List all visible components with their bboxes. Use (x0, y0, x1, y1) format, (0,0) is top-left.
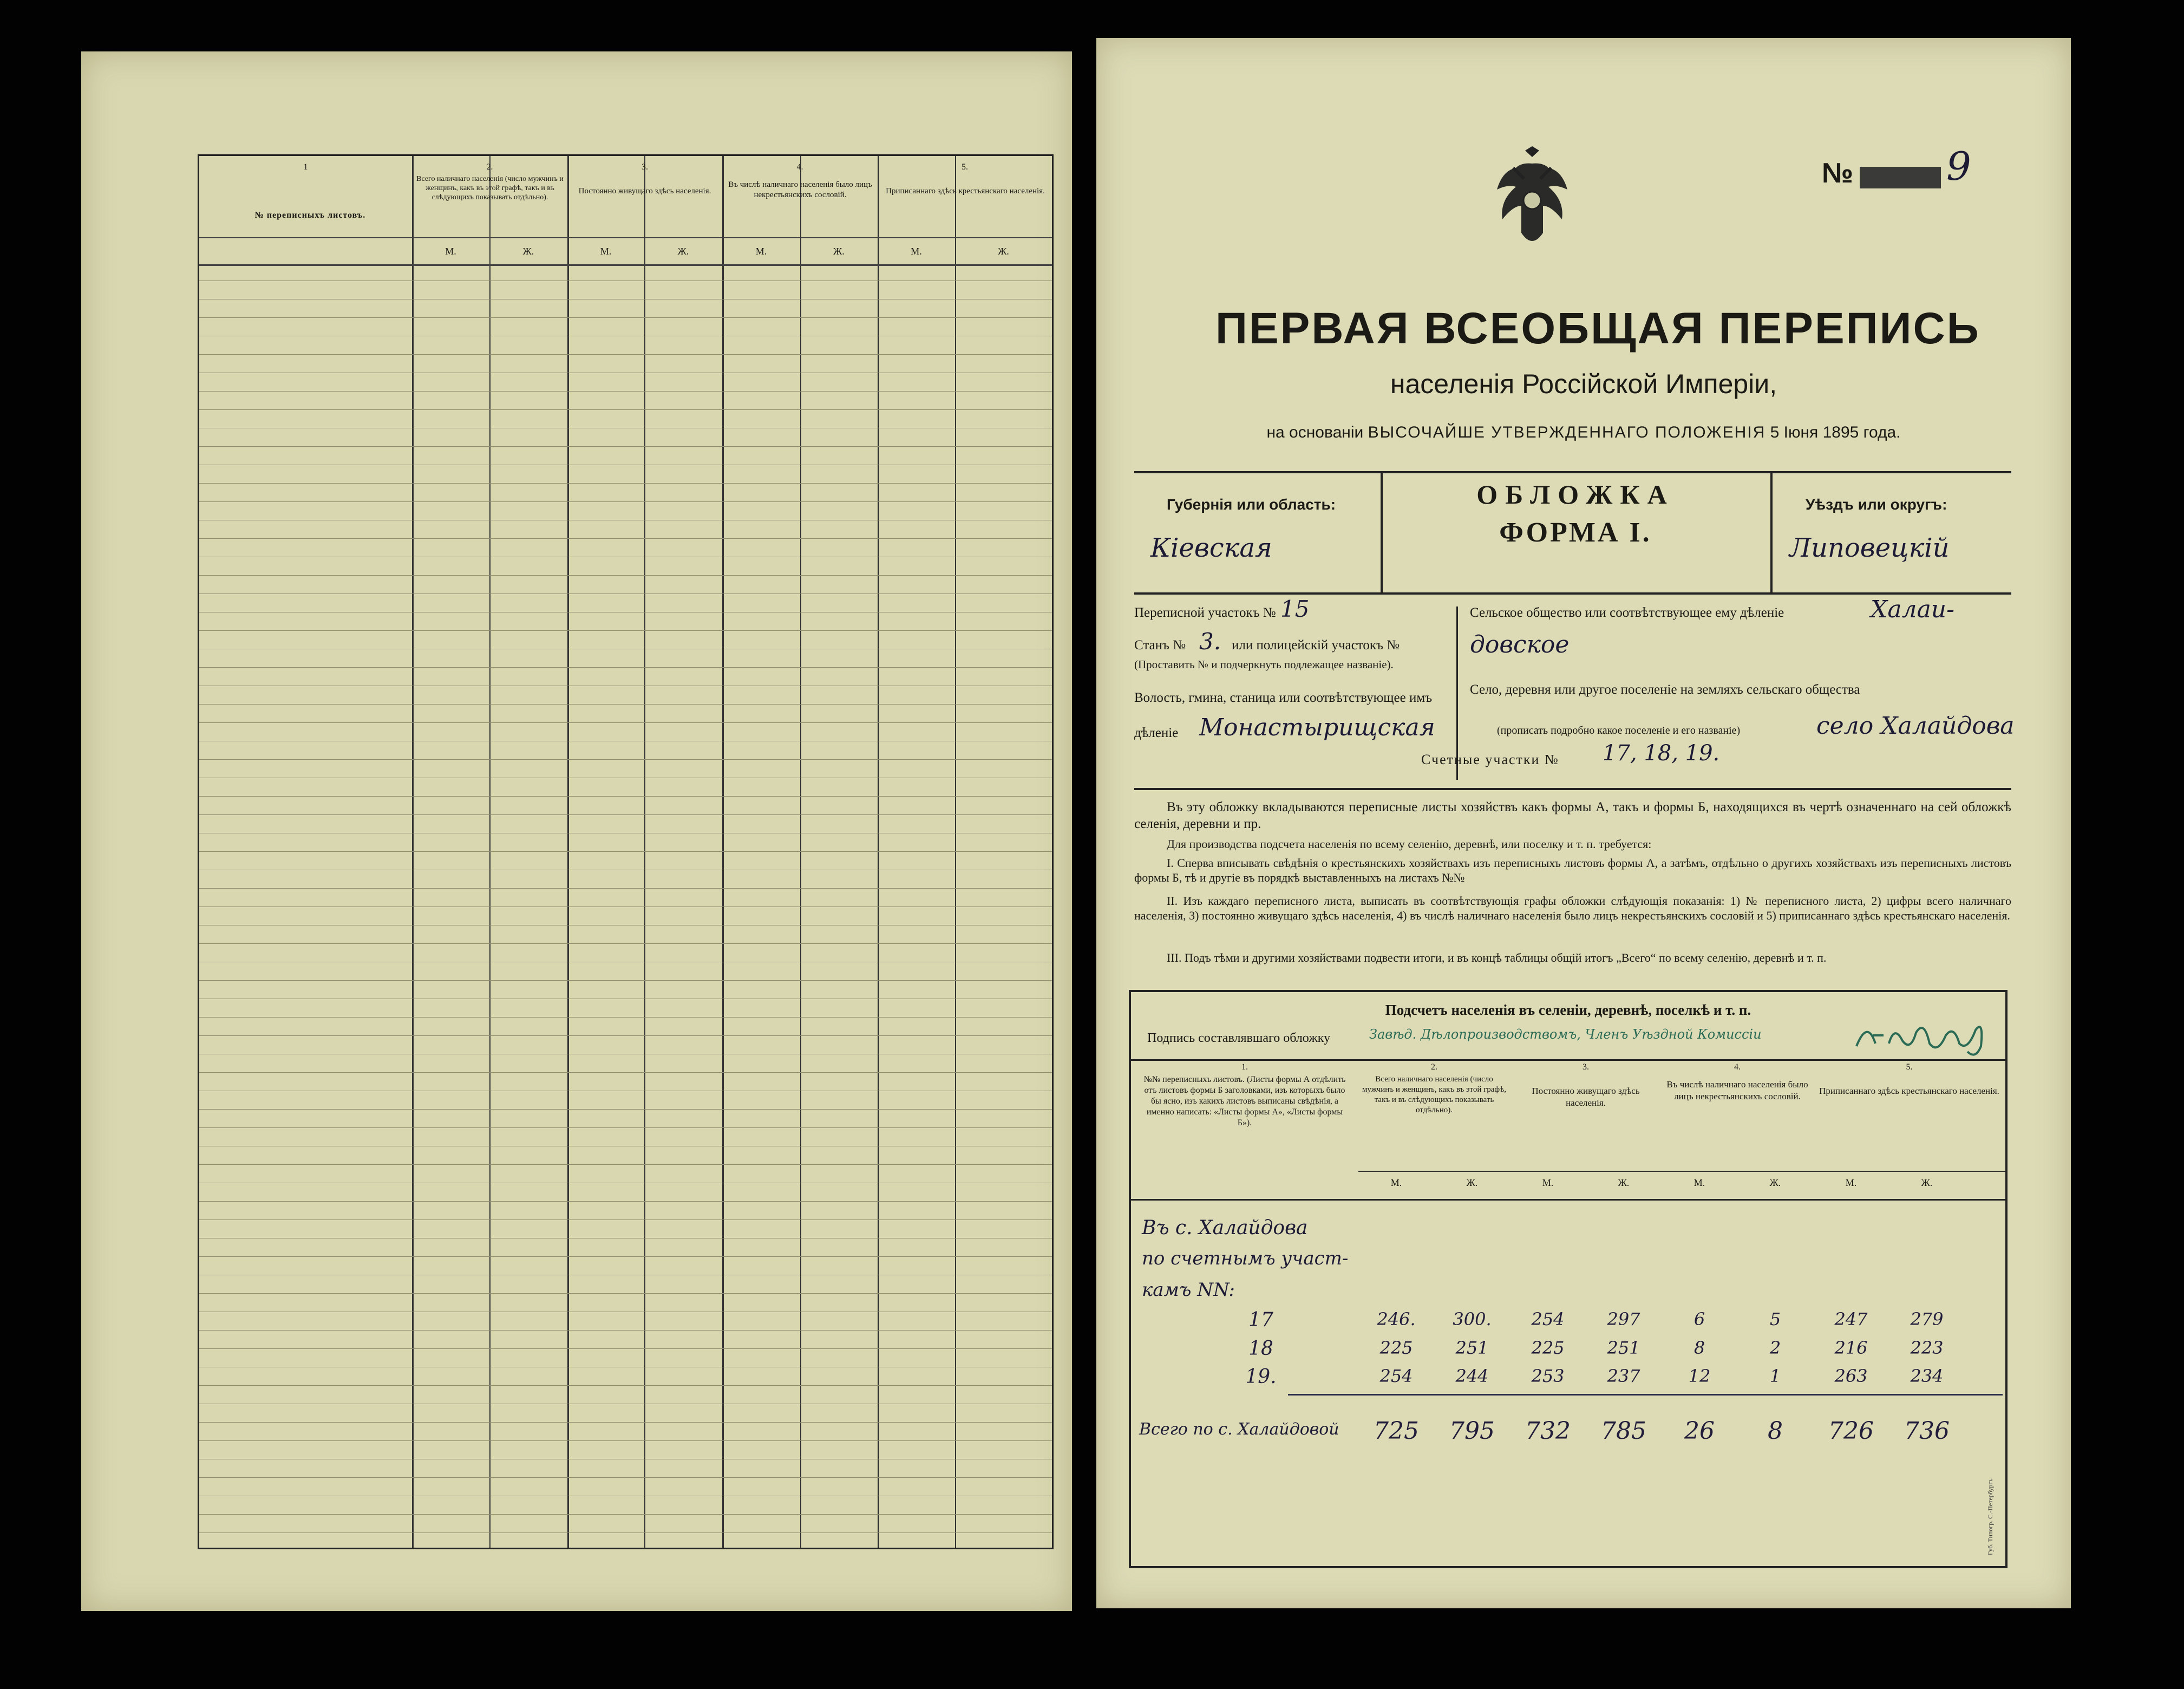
ruled-line (199, 704, 1052, 705)
ruled-line (199, 1440, 1052, 1441)
subtitle: населенія Россійской Имперіи, (1390, 369, 1777, 399)
col-number: 2. (1431, 1062, 1437, 1072)
male-label: М. (600, 246, 612, 257)
col-number: 1 (303, 162, 308, 172)
header-block (1134, 471, 2011, 595)
ruled-line (199, 1109, 1052, 1110)
guberniya-value: Кіевская (1150, 533, 1272, 563)
female-label: Ж. (1466, 1177, 1478, 1188)
imperial-eagle-emblem (1492, 146, 1573, 249)
ruled-line (199, 943, 1052, 944)
entry-line-2: по счетнымъ участ- (1142, 1248, 1349, 1269)
left-page (81, 51, 1072, 1611)
male-label: М. (1542, 1177, 1554, 1188)
form-title: ФОРМА I. (1499, 517, 1652, 548)
volost-label: Волость, гмина, станица или соотвѣтствующее имъ (1134, 690, 1433, 705)
signature-value: Завѣд. Дѣлопроизводствомъ, Членъ Уѣздной Комиссіи (1369, 1027, 1762, 1042)
male-label: М. (1845, 1177, 1857, 1188)
entry-line-1: Въ с. Халайдова (1142, 1217, 1308, 1239)
col3-header: Постоянно живущаго здѣсь населенія. (1532, 1086, 1640, 1108)
col-number: 3. (1583, 1062, 1589, 1072)
stan-note: (Проставить № и подчеркнуть подлежащее названіе). (1134, 658, 1394, 671)
basis-prefix: на основаніи (1266, 423, 1364, 441)
ruled-line (199, 1330, 1052, 1331)
sum-rule (1288, 1394, 2003, 1395)
number-blackout (1860, 167, 1941, 188)
table-cell: 234 (1910, 1366, 1944, 1386)
ruled-line (199, 483, 1052, 484)
table-cell: 279 (1910, 1309, 1944, 1329)
col-number: 1. (1241, 1062, 1248, 1072)
section-rule (1134, 788, 2011, 790)
col3-header: Постоянно живущаго здѣсь населенія. (578, 187, 711, 195)
table-cell: 251 (1455, 1338, 1489, 1358)
ruled-line (199, 759, 1052, 760)
ruled-line (199, 446, 1052, 447)
col5-header: Приписаннаго здѣсь крестьянскаго населенія. (886, 187, 1045, 195)
row-id: 17 (1248, 1309, 1273, 1331)
table-cell: 237 (1607, 1366, 1640, 1386)
basis-date: 5 Іюня 1895 года. (1770, 423, 1901, 441)
table-cell: 1 (1769, 1366, 1781, 1386)
table-cell: 8 (1693, 1338, 1705, 1358)
ruled-line (199, 575, 1052, 576)
col-number: 4. (796, 162, 803, 172)
col5-header: Приписаннаго здѣсь крестьянскаго населенія. (1819, 1086, 1999, 1096)
total-cell: 725 (1374, 1417, 1419, 1445)
ruled-line (199, 391, 1052, 392)
ruled-line (199, 1422, 1052, 1423)
table-cell: 254 (1379, 1366, 1413, 1386)
perepisnoy-label: Переписной участокъ № (1134, 605, 1276, 620)
right-page (1096, 38, 2071, 1608)
basis-caps: ВЫСОЧАЙШЕ УТВЕРЖДЕННАГО ПОЛОЖЕНІЯ (1368, 423, 1766, 441)
male-label: М. (1693, 1177, 1705, 1188)
ruled-line (199, 1201, 1052, 1202)
col4-header: Въ числѣ наличнаго населенія было лицъ некрестьянскихъ сословій. (1666, 1079, 1808, 1101)
table-cell: 216 (1834, 1338, 1868, 1358)
handwritten-signature (1851, 1014, 1992, 1062)
ruled-line (199, 1072, 1052, 1073)
uezd-value: Липовецкій (1789, 533, 1950, 563)
ruled-line (199, 1348, 1052, 1349)
female-label: Ж. (1618, 1177, 1630, 1188)
total-cell: 785 (1601, 1417, 1646, 1445)
total-cell: 732 (1525, 1417, 1571, 1445)
col1-header: №№ переписныхъ листовъ. (Листы формы А отдѣлить отъ листовъ формы Б заголовками, изъ которыхъ было бы ясно, изъ какихъ листовъ выписаны свѣдѣнія, а именно написать: «Листы формы А», «Листы формы Б»). (1143, 1075, 1346, 1127)
male-label: М. (911, 246, 922, 257)
uezd-label: Уѣздъ или округъ: (1806, 496, 1947, 513)
cover-title: ОБЛОЖКА (1476, 479, 1675, 510)
selo-note: (прописать подробно какое поселеніе и его названіе) (1497, 725, 1741, 736)
stan-value: 3. (1199, 628, 1221, 655)
ruled-line (199, 354, 1052, 355)
obshchestvo-label: Сельское общество или соотвѣтствующее ему дѣленіе (1470, 605, 1784, 620)
ruled-line (199, 1514, 1052, 1515)
schetny-value: 17, 18, 19. (1603, 741, 1720, 766)
stan-label: Станъ № (1134, 638, 1186, 653)
population-tally-table (1129, 990, 2008, 1568)
col4-header: Въ числѣ наличнаго населенія было лицъ некрестьянскихъ сословій. (728, 180, 872, 199)
volost-value: Монастырищская (1199, 714, 1435, 741)
table-cell: 263 (1834, 1366, 1868, 1386)
female-label: Ж. (522, 246, 534, 257)
table-cell: 225 (1379, 1338, 1413, 1358)
female-label: Ж. (833, 246, 845, 257)
basis-line (1183, 423, 1984, 442)
col-number: 2. (486, 162, 493, 172)
total-cell: 8 (1768, 1417, 1783, 1445)
ruled-line (199, 1017, 1052, 1018)
total-cell: 736 (1904, 1417, 1950, 1445)
table-title: Подсчетъ населенія въ селеніи, деревнѣ, поселкѣ и т. п. (1385, 1002, 1751, 1018)
signature-label: Подпись составлявшаго обложку (1147, 1031, 1331, 1045)
table-cell: 247 (1834, 1309, 1868, 1329)
total-cell: 26 (1684, 1417, 1715, 1445)
ruled-line (199, 980, 1052, 981)
ruled-line (199, 814, 1052, 815)
total-cell: 726 (1828, 1417, 1874, 1445)
table-cell: 223 (1910, 1338, 1944, 1358)
row-id: 18 (1248, 1338, 1273, 1360)
table-cell: 254 (1531, 1309, 1565, 1329)
ruled-line (199, 1127, 1052, 1128)
perepisnoy-value: 15 (1280, 596, 1310, 622)
col-number: 5. (1906, 1062, 1913, 1072)
rule-1: I. Сперва вписывать свѣдѣнія о крестьянскихъ хозяйствахъ изъ переписныхъ листовъ формы А, а затѣмъ, отдѣльно о другихъ хозяйствахъ изъ переписныхъ листовъ формы Б, тѣ и другіе въ порядкѣ выставленныхъ на листахъ №№ (1134, 856, 2011, 884)
ruled-line (199, 538, 1052, 539)
entry-line-3: камъ NN: (1142, 1279, 1235, 1301)
table-cell: 251 (1607, 1338, 1640, 1358)
ruled-line (199, 888, 1052, 889)
table-cell: 5 (1769, 1309, 1781, 1329)
table-cell: 244 (1455, 1366, 1489, 1386)
female-label: Ж. (998, 246, 1009, 257)
ruled-line (199, 317, 1052, 318)
ruled-line (199, 667, 1052, 668)
selo-label: Село, деревня или другое поселеніе на земляхъ сельскаго общества (1470, 682, 1860, 697)
male-label: М. (1390, 1177, 1402, 1188)
intro-text-2: Для производства подсчета населенія по всему селенію, деревнѣ, или поселку и т. п. требуется: (1167, 837, 1652, 851)
table-cell: 225 (1531, 1338, 1565, 1358)
ruled-line (199, 1256, 1052, 1257)
guberniya-label: Губернія или область: (1167, 496, 1336, 513)
total-label: Всего по с. Халайдовой (1139, 1420, 1339, 1439)
table-cell: 253 (1531, 1366, 1565, 1386)
ruled-line (199, 1293, 1052, 1294)
col-number: 4. (1734, 1062, 1741, 1072)
ruled-line (199, 1477, 1052, 1478)
col1-header: № переписныхъ листовъ. (254, 211, 366, 220)
rule-2: II. Изъ каждаго переписного листа, выписать въ соотвѣтствующія графы обложки слѣдующія показанія: 1) № переписного листа, 2) цифры всего наличнаго населенія, 3) постоянно живущаго здѣсь населенія, 4) въ числѣ наличнаго населенія было лицъ некрестьянскихъ сословій и 5) приписаннаго здѣсь крестьянскаго населенія. (1134, 894, 2011, 922)
intro-text: Въ эту обложку вкладываются переписные листы хозяйствъ какъ формы А, такъ и формы Б, находящихся въ чертѣ означеннаго на сей обложкѣ селенія, деревни и пр. (1134, 800, 2011, 831)
total-cell: 795 (1449, 1417, 1495, 1445)
col2-header: Всего наличнаго населенія (число мужчинъ и женщинъ, какъ въ этой графѣ, такъ и въ слѣдующихъ показывать отдѣльно). (1362, 1075, 1507, 1114)
col-number: 5. (962, 162, 968, 172)
female-label: Ж. (1769, 1177, 1781, 1188)
table-cell: 246. (1377, 1309, 1416, 1329)
main-title: ПЕРВАЯ ВСЕОБЩАЯ ПЕРЕПИСЬ (1215, 304, 1980, 353)
ruled-line (199, 409, 1052, 410)
ruled-line (199, 796, 1052, 797)
obshchestvo-value-2: довское (1470, 631, 1570, 658)
row-id: 19. (1245, 1366, 1277, 1388)
ruled-line (199, 1385, 1052, 1386)
male-label: М. (445, 246, 456, 257)
ruled-line (199, 1164, 1052, 1165)
schetny-label: Счетные участки № (1421, 752, 1559, 767)
form-number-label: № (1822, 158, 1853, 189)
col2-header: Всего наличнаго населенія (число мужчинъ и женщинъ, какъ въ этой графѣ, такъ и въ слѣдующихъ показывать отдѣльно). (416, 175, 564, 201)
ruled-line (199, 722, 1052, 723)
stan-suffix: или полицейскій участокъ № (1232, 638, 1400, 653)
selo-value: село Халайдова (1816, 712, 2015, 740)
table-cell: 297 (1607, 1309, 1640, 1329)
table-cell: 6 (1693, 1309, 1705, 1329)
volost-label-2: дѣленіе (1134, 726, 1179, 740)
male-label: М. (755, 246, 767, 257)
printer-note: Губ. Типогр. С.-Петербургъ (1986, 1478, 1994, 1555)
form-number-value: 9 (1946, 144, 1971, 189)
ruled-line (199, 851, 1052, 852)
female-label: Ж. (677, 246, 689, 257)
table-cell: 12 (1688, 1366, 1711, 1386)
ruled-line (199, 1035, 1052, 1036)
rule-3: III. Подъ тѣми и другими хозяйствами подвести итоги, и въ концѣ таблицы общій итогъ „Всего“ по всему селенію, деревнѣ и т. п. (1167, 951, 1827, 964)
ruled-line (199, 630, 1052, 631)
table-cell: 300. (1453, 1309, 1492, 1329)
left-tally-table (198, 154, 1054, 1549)
ruled-line (199, 501, 1052, 502)
table-cell: 2 (1769, 1338, 1781, 1358)
col-number: 3. (642, 162, 648, 172)
female-label: Ж. (1921, 1177, 1933, 1188)
obshchestvo-value-1: Халаи- (1871, 596, 1955, 623)
